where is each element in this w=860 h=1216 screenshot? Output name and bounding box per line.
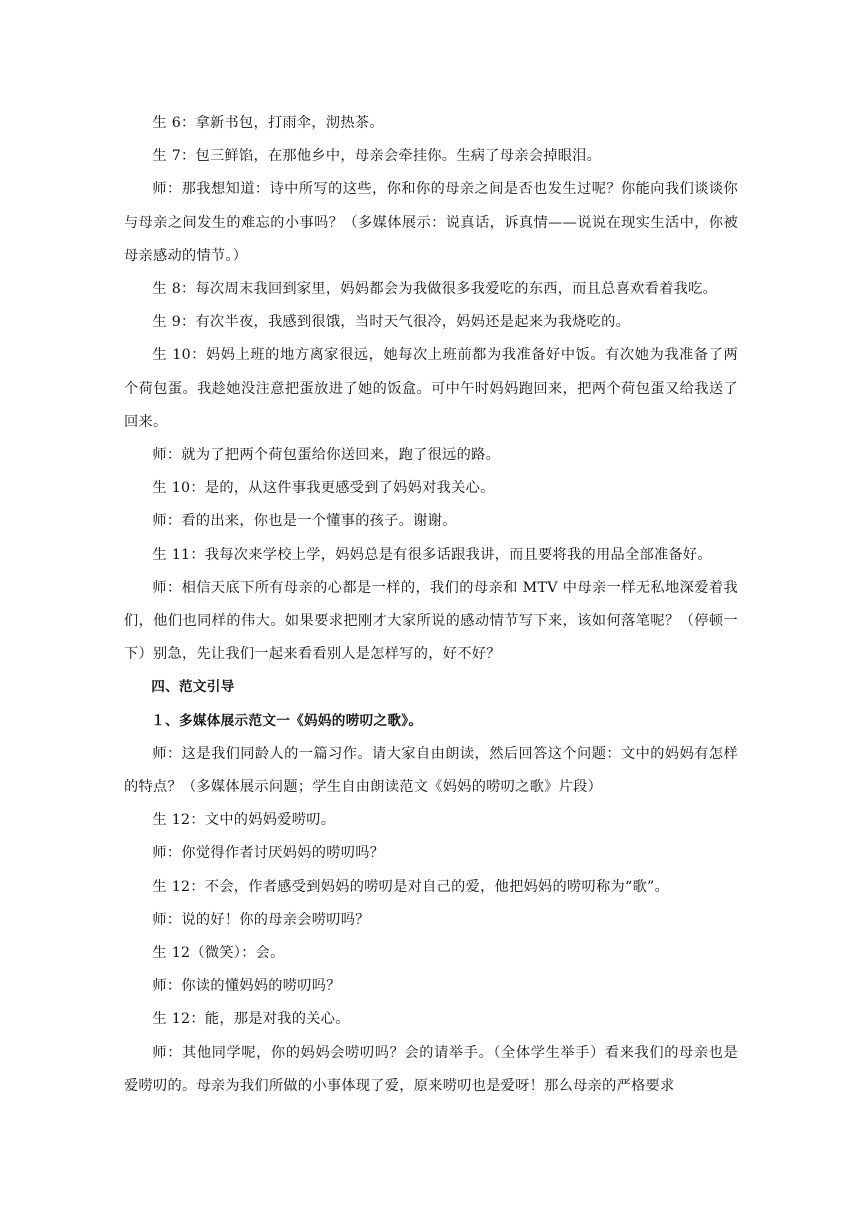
- dialogue-paragraph: 生 6：拿新书包，打雨伞，沏热茶。: [152, 115, 384, 131]
- dialogue-paragraph: 生 12（微笑）：会。: [152, 945, 285, 962]
- dialogue-paragraph: 生 11：我每次来学校上学，妈妈总是有很多话跟我讲，而且要将我的用品全部准备好。: [152, 546, 712, 563]
- dialogue-paragraph: 师：看的出来，你也是一个懂事的孩子。谢谢。: [152, 513, 457, 530]
- dialogue-paragraph: 生 12：文中的妈妈爱唠叨。: [152, 812, 336, 829]
- section-heading: 四、范文引导: [151, 679, 235, 696]
- dialogue-paragraph: 生 10：妈妈上班的地方离家很远，她每次上班前都为我准备好中饭。有次她为我准备了两个荷包蛋。我趁她没注意把蛋放进了她的饭盒。可中午时妈妈跑回来，把两个荷包蛋又给我送了回来。: [124, 347, 738, 430]
- dialogue-paragraph: 生 8：每次周末我回到家里，妈妈都会为我做很多我爱吃的东西，而且总喜欢看着我吃。: [152, 281, 718, 298]
- dialogue-paragraph: 生 12：不会，作者感受到妈妈的唠叨是对自己的爱，他把妈妈的唠叨称为“歌”。: [152, 878, 670, 895]
- dialogue-paragraph: 生 10：是的，从这件事我更感受到了妈妈对我关心。: [152, 480, 495, 497]
- dialogue-paragraph: 师：这是我们同龄人的一篇习作。请大家自由朗读，然后回答这个问题：文中的妈妈有怎样的特点？（多媒体展示问题；学生自由朗读范文《妈妈的唠叨之歌》片段）: [124, 745, 738, 796]
- dialogue-paragraph: 师：其他同学呢，你的妈妈会唠叨吗？会的请举手。（全体学生举手）看来我们的母亲也是爱唠叨的。母亲为我们所做的小事体现了爱，原来唠叨也是爱呀！那么母亲的严格要求: [124, 1044, 738, 1094]
- dialogue-paragraph: 师：就为了把两个荷包蛋给你送回来，跑了很远的路。: [152, 447, 501, 464]
- dialogue-paragraph: 师：相信天底下所有母亲的心都是一样的，我们的母亲和 MTV 中母亲一样无私地深爱着我们，他们也同样的伟大。如果要求把刚才大家所说的感动情节写下来，该如何落笔呢？（停顿一下）别急，先让我们一起来看看别人是怎样写的，好不好？: [124, 579, 738, 663]
- dialogue-paragraph: 生 7：包三鲜馅，在那他乡中，母亲会牵挂你。生病了母亲会掉眼泪。: [152, 148, 602, 165]
- dialogue-paragraph: 师：你读的懂妈妈的唠叨吗？: [152, 978, 341, 995]
- dialogue-paragraph: 生 12：能，那是对我的关心。: [152, 1011, 350, 1028]
- dialogue-paragraph: 师：说的好！你的母亲会唠叨吗？: [152, 911, 370, 928]
- subsection-heading: １、多媒体展示范文一《妈妈的唠叨之歌》。: [151, 712, 423, 729]
- document-body: [124, 107, 738, 1103]
- dialogue-paragraph: 师：你觉得作者讨厌妈妈的唠叨吗？: [152, 845, 385, 862]
- dialogue-paragraph: 生 9：有次半夜，我感到很饿，当时天气很冷，妈妈还是起来为我烧吃的。: [152, 314, 631, 331]
- dialogue-paragraph: 师：那我想知道：诗中所写的这些，你和你的母亲之间是否也发生过呢？你能向我们谈谈你与母亲之间发生的难忘的小事吗？（多媒体展示：说真话，诉真情——说说在现实生活中，你被母亲感动的情节。）: [124, 181, 738, 264]
